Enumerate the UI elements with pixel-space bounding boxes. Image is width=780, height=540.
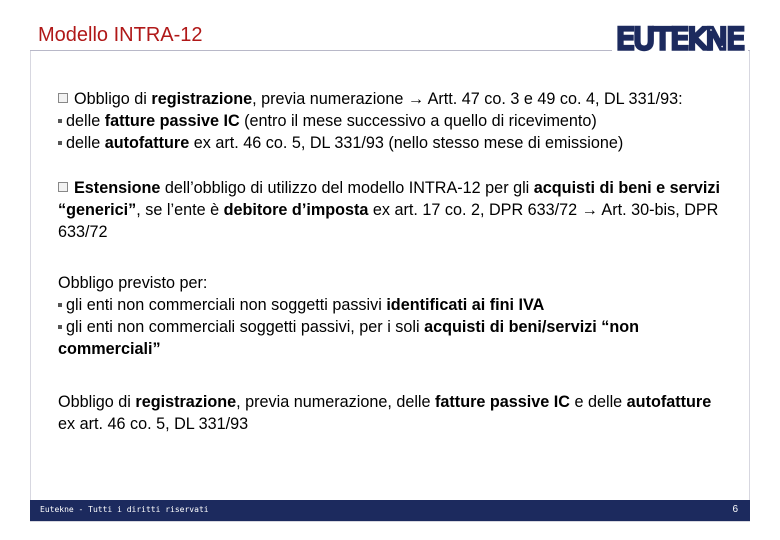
small-square-bullet-icon — [58, 303, 62, 307]
slide-title: Modello INTRA-12 — [38, 24, 203, 46]
text: gli enti non commerciali non soggetti passivi — [66, 296, 387, 314]
eutekne-logo — [612, 22, 748, 54]
text: gli enti non commerciali soggetti passivi, per i soli — [66, 318, 425, 336]
bold-text: autofatture — [626, 393, 712, 411]
text: (entro il mese successivo a quello di ricevimento) — [239, 112, 597, 130]
bold-text: fatture passive IC — [104, 112, 240, 130]
checkbox-square-icon — [58, 182, 68, 192]
bullet-autofatture — [58, 132, 728, 154]
small-square-bullet-icon — [58, 325, 62, 329]
bold-text: acquisti di beni/servizi “non commerciali” — [58, 318, 640, 358]
bold-text: acquisti di beni e servizi “generici” — [58, 179, 721, 219]
text: Obbligo di — [74, 90, 152, 108]
text: e delle — [569, 393, 627, 411]
footer-bar — [30, 500, 750, 521]
text: , previa numerazione, delle — [236, 393, 436, 411]
text: ex art. 17 co. 2, DPR 633/72 → Art. 30-bis, DPR 633/72 — [58, 201, 719, 241]
page-number: 6 — [732, 504, 738, 515]
text: Obbligo di — [58, 393, 136, 411]
text: delle — [66, 134, 105, 152]
paragraph-estensione — [58, 177, 728, 243]
text: dell’obbligo di utilizzo del modello INTRA-12 per gli — [160, 179, 534, 197]
bold-text: identificati ai fini IVA — [386, 296, 545, 314]
bold-text: debitore d’imposta — [223, 201, 369, 219]
bullet-enti-non-soggetti — [58, 294, 728, 316]
bold-text: Estensione — [74, 179, 161, 197]
text: ex art. 46 co. 5, DL 331/93 (nello stesso mese di emissione) — [189, 134, 624, 152]
bold-text: fatture passive IC — [435, 393, 570, 411]
bold-text: registrazione — [135, 393, 237, 411]
text: , previa numerazione → Artt. 47 co. 3 e 49 co. 4, DL 331/93: — [252, 90, 683, 108]
checkbox-square-icon — [58, 93, 68, 103]
slide-content — [58, 88, 728, 435]
paragraph-registrazione-finale — [58, 391, 728, 435]
text: , se l’ente è — [136, 201, 224, 219]
bullet-enti-soggetti — [58, 316, 728, 360]
paragraph-registrazione-obbligo — [58, 88, 728, 110]
bullet-fatture-passive — [58, 110, 728, 132]
small-square-bullet-icon — [58, 141, 62, 145]
bold-text: autofatture — [104, 134, 190, 152]
text: ex art. 46 co. 5, DL 331/93 — [58, 415, 249, 433]
text: delle — [66, 112, 105, 130]
small-square-bullet-icon — [58, 119, 62, 123]
logo-wordmark: EUTEKNE — [616, 22, 744, 54]
paragraph-obbligo-previsto: Obbligo previsto per: — [58, 274, 208, 292]
bold-text: registrazione — [151, 90, 253, 108]
footer-copyright: Eutekne - Tutti i diritti riservati — [40, 505, 209, 514]
